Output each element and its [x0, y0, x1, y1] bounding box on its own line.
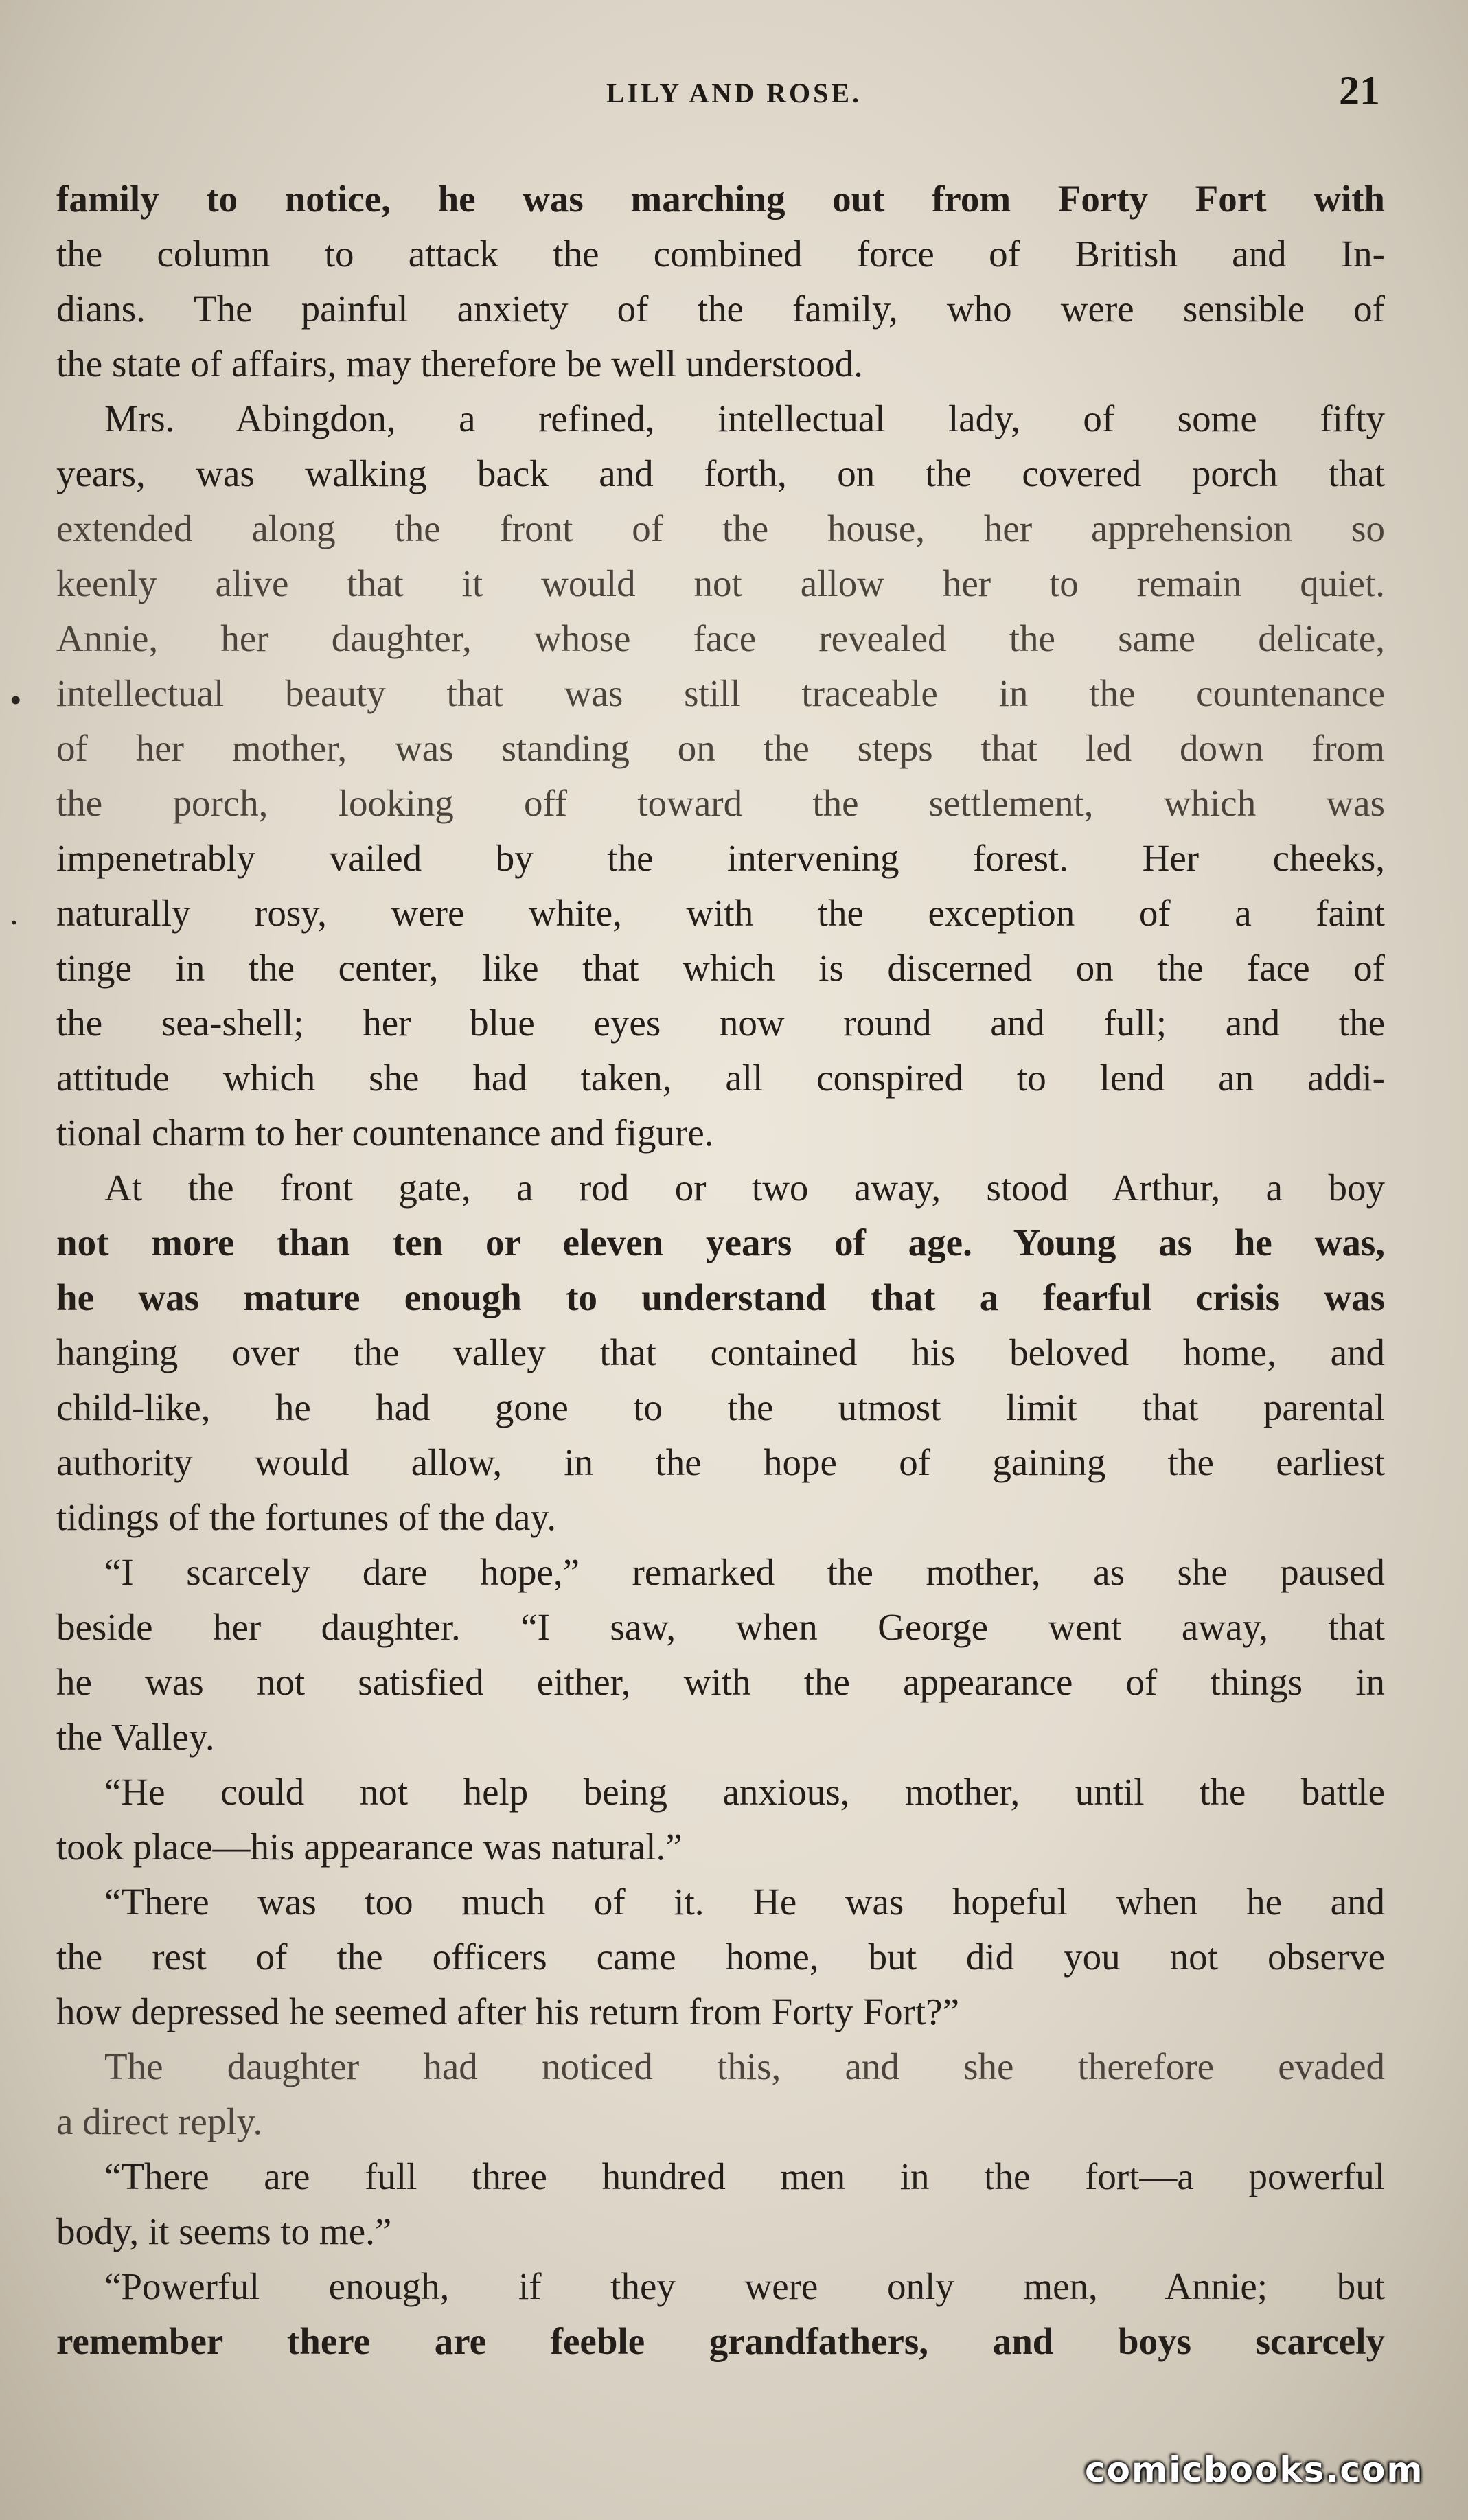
- paragraph: [56, 1765, 1385, 1875]
- text-line: tidings of the fortunes of the day.: [56, 1496, 557, 1538]
- text-line: the porch, looking off toward the settlement, which was: [56, 782, 1385, 824]
- running-title: LILY AND ROSE.: [606, 78, 862, 108]
- text-line: body, it seems to me.”: [56, 2210, 392, 2252]
- text-line: how depressed he seemed after his return from Forty Fort?”: [56, 1991, 960, 2032]
- text-line: beside her daughter. “I saw, when George went away, that: [56, 1606, 1385, 1648]
- text-line: the sea-shell; her blue eyes now round and full; and the: [56, 1002, 1385, 1044]
- text-line: At the front gate, a rod or two away, stood Arthur, a boy: [104, 1167, 1385, 1209]
- text-line: Annie, her daughter, whose face revealed the same delicate,: [56, 617, 1385, 659]
- paragraph: [56, 1545, 1385, 1765]
- text-line: intellectual beauty that was still traceable in the countenance: [56, 672, 1385, 714]
- margin-dot-mark: .: [10, 893, 19, 932]
- text-line: of her mother, was standing on the steps that led down from: [56, 727, 1385, 769]
- paragraph: [56, 172, 1385, 391]
- text-line: attitude which she had taken, all conspired to lend an addi-: [56, 1057, 1385, 1099]
- text-line: keenly alive that it would not allow her to remain quiet.: [56, 562, 1385, 604]
- text-line: The daughter had noticed this, and she therefore evaded: [104, 2046, 1385, 2087]
- text-line: authority would allow, in the hope of gaining the earliest: [56, 1441, 1385, 1483]
- text-line: impenetrably vailed by the intervening forest. Her cheeks,: [56, 837, 1385, 879]
- text-line: Mrs. Abingdon, a refined, intellectual lady, of some fifty: [104, 398, 1385, 439]
- paragraph: [56, 2149, 1385, 2259]
- text-line: child-like, he had gone to the utmost limit that parental: [56, 1386, 1385, 1428]
- paragraph: [56, 2039, 1385, 2149]
- text-line: hanging over the valley that contained his beloved home, and: [56, 1331, 1385, 1373]
- paragraph: [56, 1160, 1385, 1545]
- paragraph: [56, 1875, 1385, 2039]
- text-line: not more than ten or eleven years of age. Young as he was,: [56, 1222, 1385, 1263]
- page-number: 21: [1339, 68, 1380, 113]
- text-line: “He could not help being anxious, mother, until the battle: [104, 1771, 1385, 1813]
- text-line: “There was too much of it. He was hopeful when he and: [104, 1881, 1385, 1923]
- watermark: comicbooks.com: [1085, 2450, 1424, 2490]
- text-line: tional charm to her countenance and figure.: [56, 1112, 714, 1154]
- text-line: “There are full three hundred men in the fort—a powerful: [104, 2155, 1385, 2197]
- text-line: “Powerful enough, if they were only men, Annie; but: [104, 2265, 1385, 2307]
- text-line: tinge in the center, like that which is discerned on the face of: [56, 947, 1385, 989]
- text-line: the column to attack the combined force of British and In-: [56, 233, 1385, 275]
- text-line: he was mature enough to understand that a fearful crisis was: [56, 1276, 1385, 1318]
- text-line: extended along the front of the house, her apprehension so: [56, 507, 1385, 549]
- text-line: family to notice, he was marching out from Forty Fort with: [56, 178, 1385, 220]
- text-line: he was not satisfied either, with the appearance of things in: [56, 1661, 1385, 1703]
- text-line: a direct reply.: [56, 2100, 263, 2142]
- text-line: remember there are feeble grandfathers, and boys scarcely: [56, 2320, 1385, 2362]
- text-line: dians. The painful anxiety of the family, who were sensible of: [56, 288, 1385, 330]
- text-line: years, was walking back and forth, on the covered porch that: [56, 453, 1385, 494]
- text-line: “I scarcely dare hope,” remarked the mother, as she paused: [104, 1551, 1385, 1593]
- paragraph: [56, 2259, 1385, 2369]
- body-text: [56, 172, 1385, 2369]
- text-line: the state of affairs, may therefore be well understood.: [56, 343, 863, 385]
- text-line: the rest of the officers came home, but did you not observe: [56, 1936, 1385, 1978]
- margin-bullet-mark: •: [10, 680, 22, 719]
- text-line: the Valley.: [56, 1716, 215, 1758]
- text-line: took place—his appearance was natural.”: [56, 1826, 683, 1868]
- paragraph: [56, 391, 1385, 1160]
- text-line: naturally rosy, were white, with the exception of a faint: [56, 892, 1385, 934]
